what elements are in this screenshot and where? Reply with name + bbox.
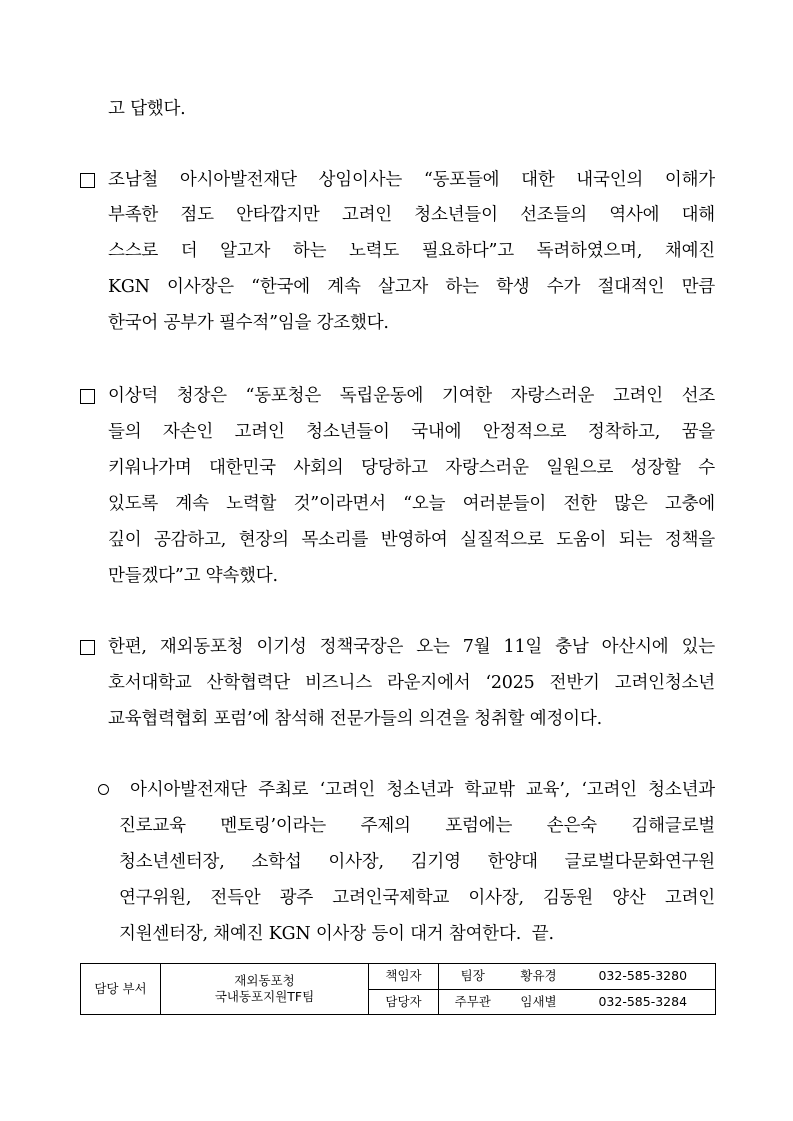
square-bullet-icon <box>80 640 95 655</box>
paragraph-2-line-5: 깊이 공감하고, 현장의 목소리를 반영하여 실질적으로 도움이 되는 정책을 <box>108 530 715 550</box>
contact-row <box>81 964 716 990</box>
square-bullet-icon <box>80 173 95 188</box>
square-bullet-icon <box>80 389 95 404</box>
paragraph-3-line-2: 호서대학교 산학협력단 비즈니스 라운지에서 ‘2025 전반기 고려인청소년 <box>108 673 715 693</box>
paragraph-1-line-4: KGN 이사장은 “한국에 계속 살고자 하는 학생 수가 절대적인 만큼 <box>108 277 715 297</box>
role-cell: 담당자 <box>369 989 439 1015</box>
sub-item-line-5: 지원센터장, 채예진 KGN 이사장 등이 대거 참여한다. 끝. <box>119 924 554 944</box>
dept-name-line-1: 재외동포청 <box>234 973 295 988</box>
sub-item-line-2: 진로교육 멘토링’이라는 주제의 포럼에는 손은숙 김해글로벌 <box>119 816 715 836</box>
title-cell: 팀장 <box>439 964 507 990</box>
role-cell: 책임자 <box>369 964 439 990</box>
paragraph-2-line-6: 만들겠다”고 약속했다. <box>108 566 278 586</box>
dept-name-line-2: 국내동포지원TF팀 <box>214 989 315 1004</box>
sub-item-line-3: 청소년센터장, 소학섭 이사장, 김기영 한양대 글로벌다문화연구원 <box>119 852 715 872</box>
contact-table <box>80 963 716 1015</box>
paragraph-2-line-3: 키워나가며 대한민국 사회의 당당하고 자랑스러운 일원으로 성장할 수 <box>108 458 715 478</box>
dept-name-cell <box>161 964 369 1015</box>
title-cell: 주무관 <box>439 989 507 1015</box>
intro-line: 고 답했다. <box>108 99 186 119</box>
phone-cell: 032-585-3280 <box>571 964 716 990</box>
paragraph-1-line-3: 스스로 더 알고자 하는 노력도 필요하다”고 독려하였으며, 채예진 <box>108 241 715 261</box>
paragraph-1-line-5: 한국어 공부가 필수적”임을 강조했다. <box>108 313 389 333</box>
paragraph-3-line-3: 교육협력협회 포럼’에 참석해 전문가들의 의견을 청취할 예정이다. <box>108 709 602 729</box>
paragraph-2-line-2: 들의 자손인 고려인 청소년들이 국내에 안정적으로 정착하고, 꿈을 <box>108 422 715 442</box>
paragraph-2-line-4: 있도록 계속 노력할 것”이라면서 “오늘 여러분들이 전한 많은 고충에 <box>108 494 715 514</box>
sub-item-line-4: 연구위원, 전득안 광주 고려인국제학교 이사장, 김동원 양산 고려인 <box>119 888 715 908</box>
paragraph-1-line-2: 부족한 점도 안타깝지만 고려인 청소년들이 선조들의 역사에 대해 <box>108 205 715 225</box>
phone-cell: 032-585-3284 <box>571 989 716 1015</box>
name-cell: 임새별 <box>507 989 571 1015</box>
name-cell: 황유경 <box>507 964 571 990</box>
dept-label-cell: 담당 부서 <box>81 964 161 1015</box>
paragraph-1-line-1: 조남철 아시아발전재단 상임이사는 “동포들에 대한 내국인의 이해가 <box>108 170 715 190</box>
paragraph-2-line-1: 이상덕 청장은 “동포청은 독립운동에 기여한 자랑스러운 고려인 선조 <box>108 386 715 406</box>
paragraph-3-line-1: 한편, 재외동포청 이기성 정책국장은 오는 7월 11일 충남 아산시에 있는 <box>108 637 715 657</box>
circle-bullet-icon <box>98 784 109 795</box>
sub-item-line-1: 아시아발전재단 주최로 ‘고려인 청소년과 학교밖 교육’, ‘고려인 청소년과 <box>130 780 715 800</box>
